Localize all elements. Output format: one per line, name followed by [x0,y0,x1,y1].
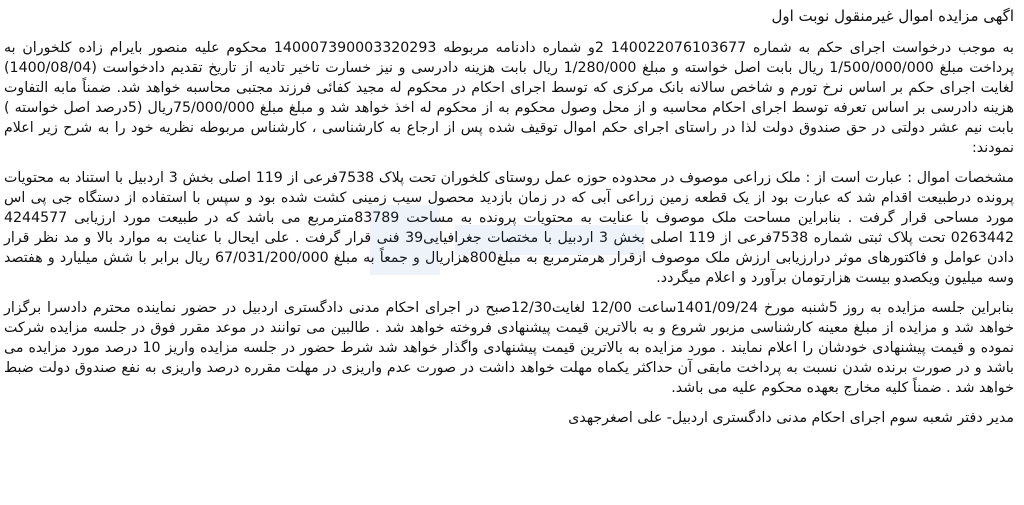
notice-title: اگهی مزایده اموال غیرمنقول نوبت اول [771,7,1014,25]
notice-paragraph-property: مشخصات اموال : عبارت است از : ملک زراعی موصوف در محدوده حوزه عمل روستای کلخوران تحت پلاک 7538فرعی از 119 اصلی بخش 3 اردبیل با استناد به محتویات پرونده درطبیعت اقدام شد که عبارت بود از یک قطعه زمین زراعی آبی که در زمان بازدید محصول سیب زمینی کشت شده بود و سپس با استفاده از دستگاه جی پی اس مورد مساحی قرار گرفت . بنابراین مساحت ملک موصوف با عنایت به محتویات پرونده به مساحت 83789مترمربع می باشد که در طبیعت مورد ارزیابی 4244577 0263442 تحت پلاک ثبتی شماره 7538فرعی از 119 اصلی بخش 3 اردبیل با مختصات جغرافیایی39 فنی قرار گرفت . علی ایحال با عنایت به موارد بالا و مد نظر قرار دادن عوامل و فاکتورهای موثر درارزیابی ارزش ملک موصوف ازقرار هرمترمربع به مبلغ800هزاریال و جمعاً به مبلغ 67/031/200/000 ریال برابر با شش میلیارد و هفتصد وسه میلیون ویکصدو بیست هزارتومان برآورد و اعلام میگردد. [4,170,1014,286]
notice-paragraph-ruling: به موجب درخواست اجرای حکم به شماره 140022076103677 2و شماره دادنامه مربوطه 140007390003320293 محکوم علیه منصور بایرام زاده کلخوران به پرداخت مبلغ 1/500/000/000 ریال بابت اصل خواسته و مبلغ 1/280/000 ریال بابت هزینه دادرسی و نیز خسارت تاخیر تادیه از تاریخ تقدیم دادخواست (1400/08/04) لغایت اجرای حکم بر اساس نرخ تورم و شاخص سالانه بانک مرکزی که توسط اجرای احکام در محکوم له مجید کفائی فرزند مجتبی محاسبه خواهد شد. ضمناً مابه التفاوت هزینه دادرسی بر اساس تعرفه توسط اجرای احکام محاسبه و از محل وصول محکوم به از محکوم له اخذ خواهد شد و مبلغ مبلغ 75/000/000ریال (5درصد اصل خواسته ) بابت نیم عشر دولتی در حق صندوق دولت لذا در راستای اجرای حکم اموال توقیف شده پس از ارجاع به کارشناسی ، کارشناس مربوطه نظریه خود را به شرح زیر اعلام نمودند: [4,40,1015,156]
notice-signature: مدیر دفتر شعبه سوم اجرای احکام مدنی دادگستری اردبیل- علی اصغرجهدی [568,410,1014,426]
auction-notice [4,6,1014,428]
notice-paragraph-auction: بنابراین جلسه مزایده به روز 5شنبه مورخ 1401/09/24ساعت 12/00 لغایت12/30صبح در اجرای احکام مدنی دادگستری اردبیل در حضور نماینده محترم دادسرا برگزار خواهد شد و مزایده از مبلغ معینه کارشناسی مزبور شروع و به بالاترین قیمت پیشنهادی فروخته خواهد شد . طالبین می توانند در موعد مقرر فوق در جلسه مزایده شرکت نموده و قیمت پیشنهادی خودشان را اعلام نمایند . مورد مزایده به بالاترین قیمت پیشنهادی واگذار خواهد شد شرط حضور در جلسه مزایده واریز 10 درصد مورد مزایده می باشد و در صورت برنده شدن نسبت به پرداخت مابقی آن حداکثر یکماه مهلت خواهد داشت در صورت عدم واریزی در مهلت مقرره درصد واریزی به نفع صندوق دولت ضبط خواهد شد . ضمناً کلیه مخارج بعهده محکوم علیه می باشد. [4,300,1015,396]
